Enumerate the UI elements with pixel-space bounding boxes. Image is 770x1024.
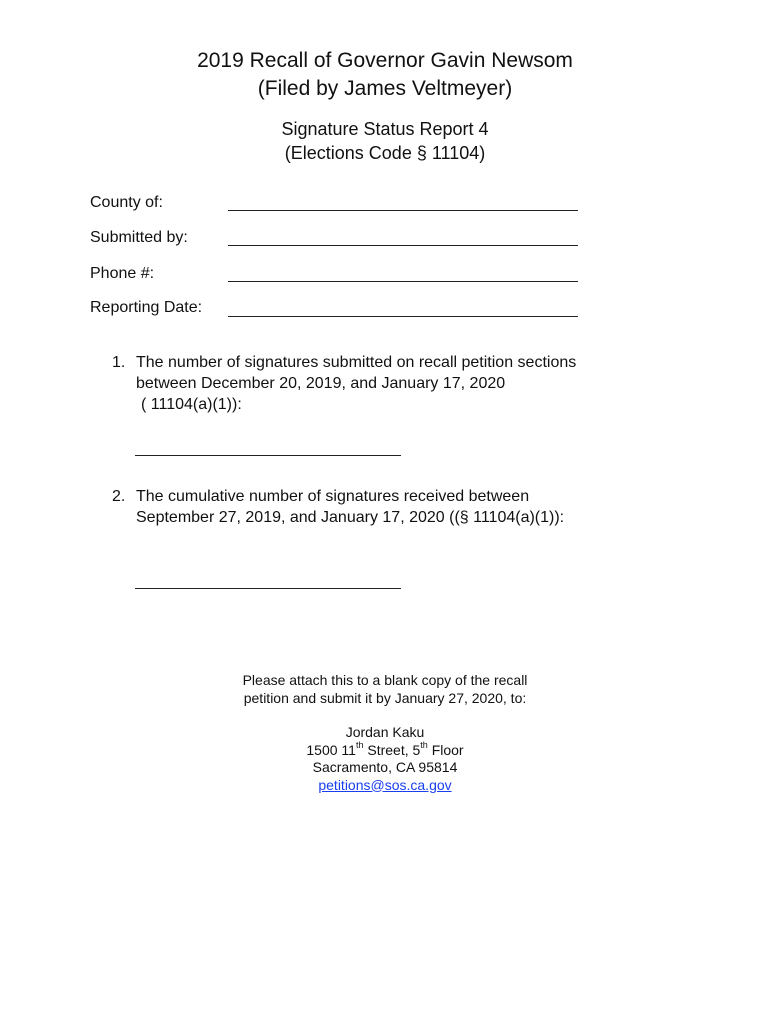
phone-field-line[interactable]: [228, 281, 578, 282]
document-subtitle: [0, 117, 770, 165]
contact-city: Sacramento, CA 95814: [312, 759, 458, 775]
submitted-by-label: Submitted by:: [90, 229, 188, 246]
question-2-line-1: The cumulative number of signatures received between: [136, 488, 530, 505]
submitted-by-field-line[interactable]: [228, 245, 578, 246]
question-2-line-2: September 27, 2019, and January 17, 2020 ((§ 11104(a)(1)):: [136, 509, 565, 526]
question-2-number: 2.: [112, 488, 126, 505]
question-1-answer-line[interactable]: [135, 455, 401, 456]
question-2-text: [136, 486, 656, 528]
reporting-date-label: Reporting Date:: [90, 299, 203, 316]
question-1-line-2: between December 20, 2019, and January 17, 2020: [136, 375, 506, 392]
title-line-2: (Filed by James Veltmeyer): [257, 77, 513, 100]
question-1-number: 1.: [112, 354, 126, 371]
instructions-line-2: petition and submit it by January 27, 2020, to:: [243, 689, 527, 706]
contact-email-link[interactable]: petitions@sos.ca.gov: [318, 776, 452, 793]
county-field-line[interactable]: [228, 210, 578, 211]
phone-label: Phone #:: [90, 265, 155, 282]
contact-street: 1500 11th Street, 5th Floor: [306, 739, 464, 758]
question-2-answer-line[interactable]: [135, 588, 401, 589]
title-line-1: 2019 Recall of Governor Gavin Newsom: [197, 49, 573, 72]
subtitle-line-2: (Elections Code § 11104): [284, 143, 486, 163]
county-label: County of:: [90, 194, 163, 211]
question-1-text: [136, 352, 656, 415]
question-1-line-1: The number of signatures submitted on recall petition sections: [136, 354, 577, 371]
reporting-date-field-line[interactable]: [228, 316, 578, 317]
subtitle-line-1: Signature Status Report 4: [281, 119, 489, 139]
contact-block: [0, 724, 770, 794]
contact-name: Jordan Kaku: [345, 724, 425, 740]
question-1-line-3: ( 11104(a)(1)):: [141, 396, 242, 413]
document-title: [0, 47, 770, 103]
submission-instructions: [0, 672, 770, 707]
instructions-line-1: Please attach this to a blank copy of the recall: [242, 672, 528, 688]
